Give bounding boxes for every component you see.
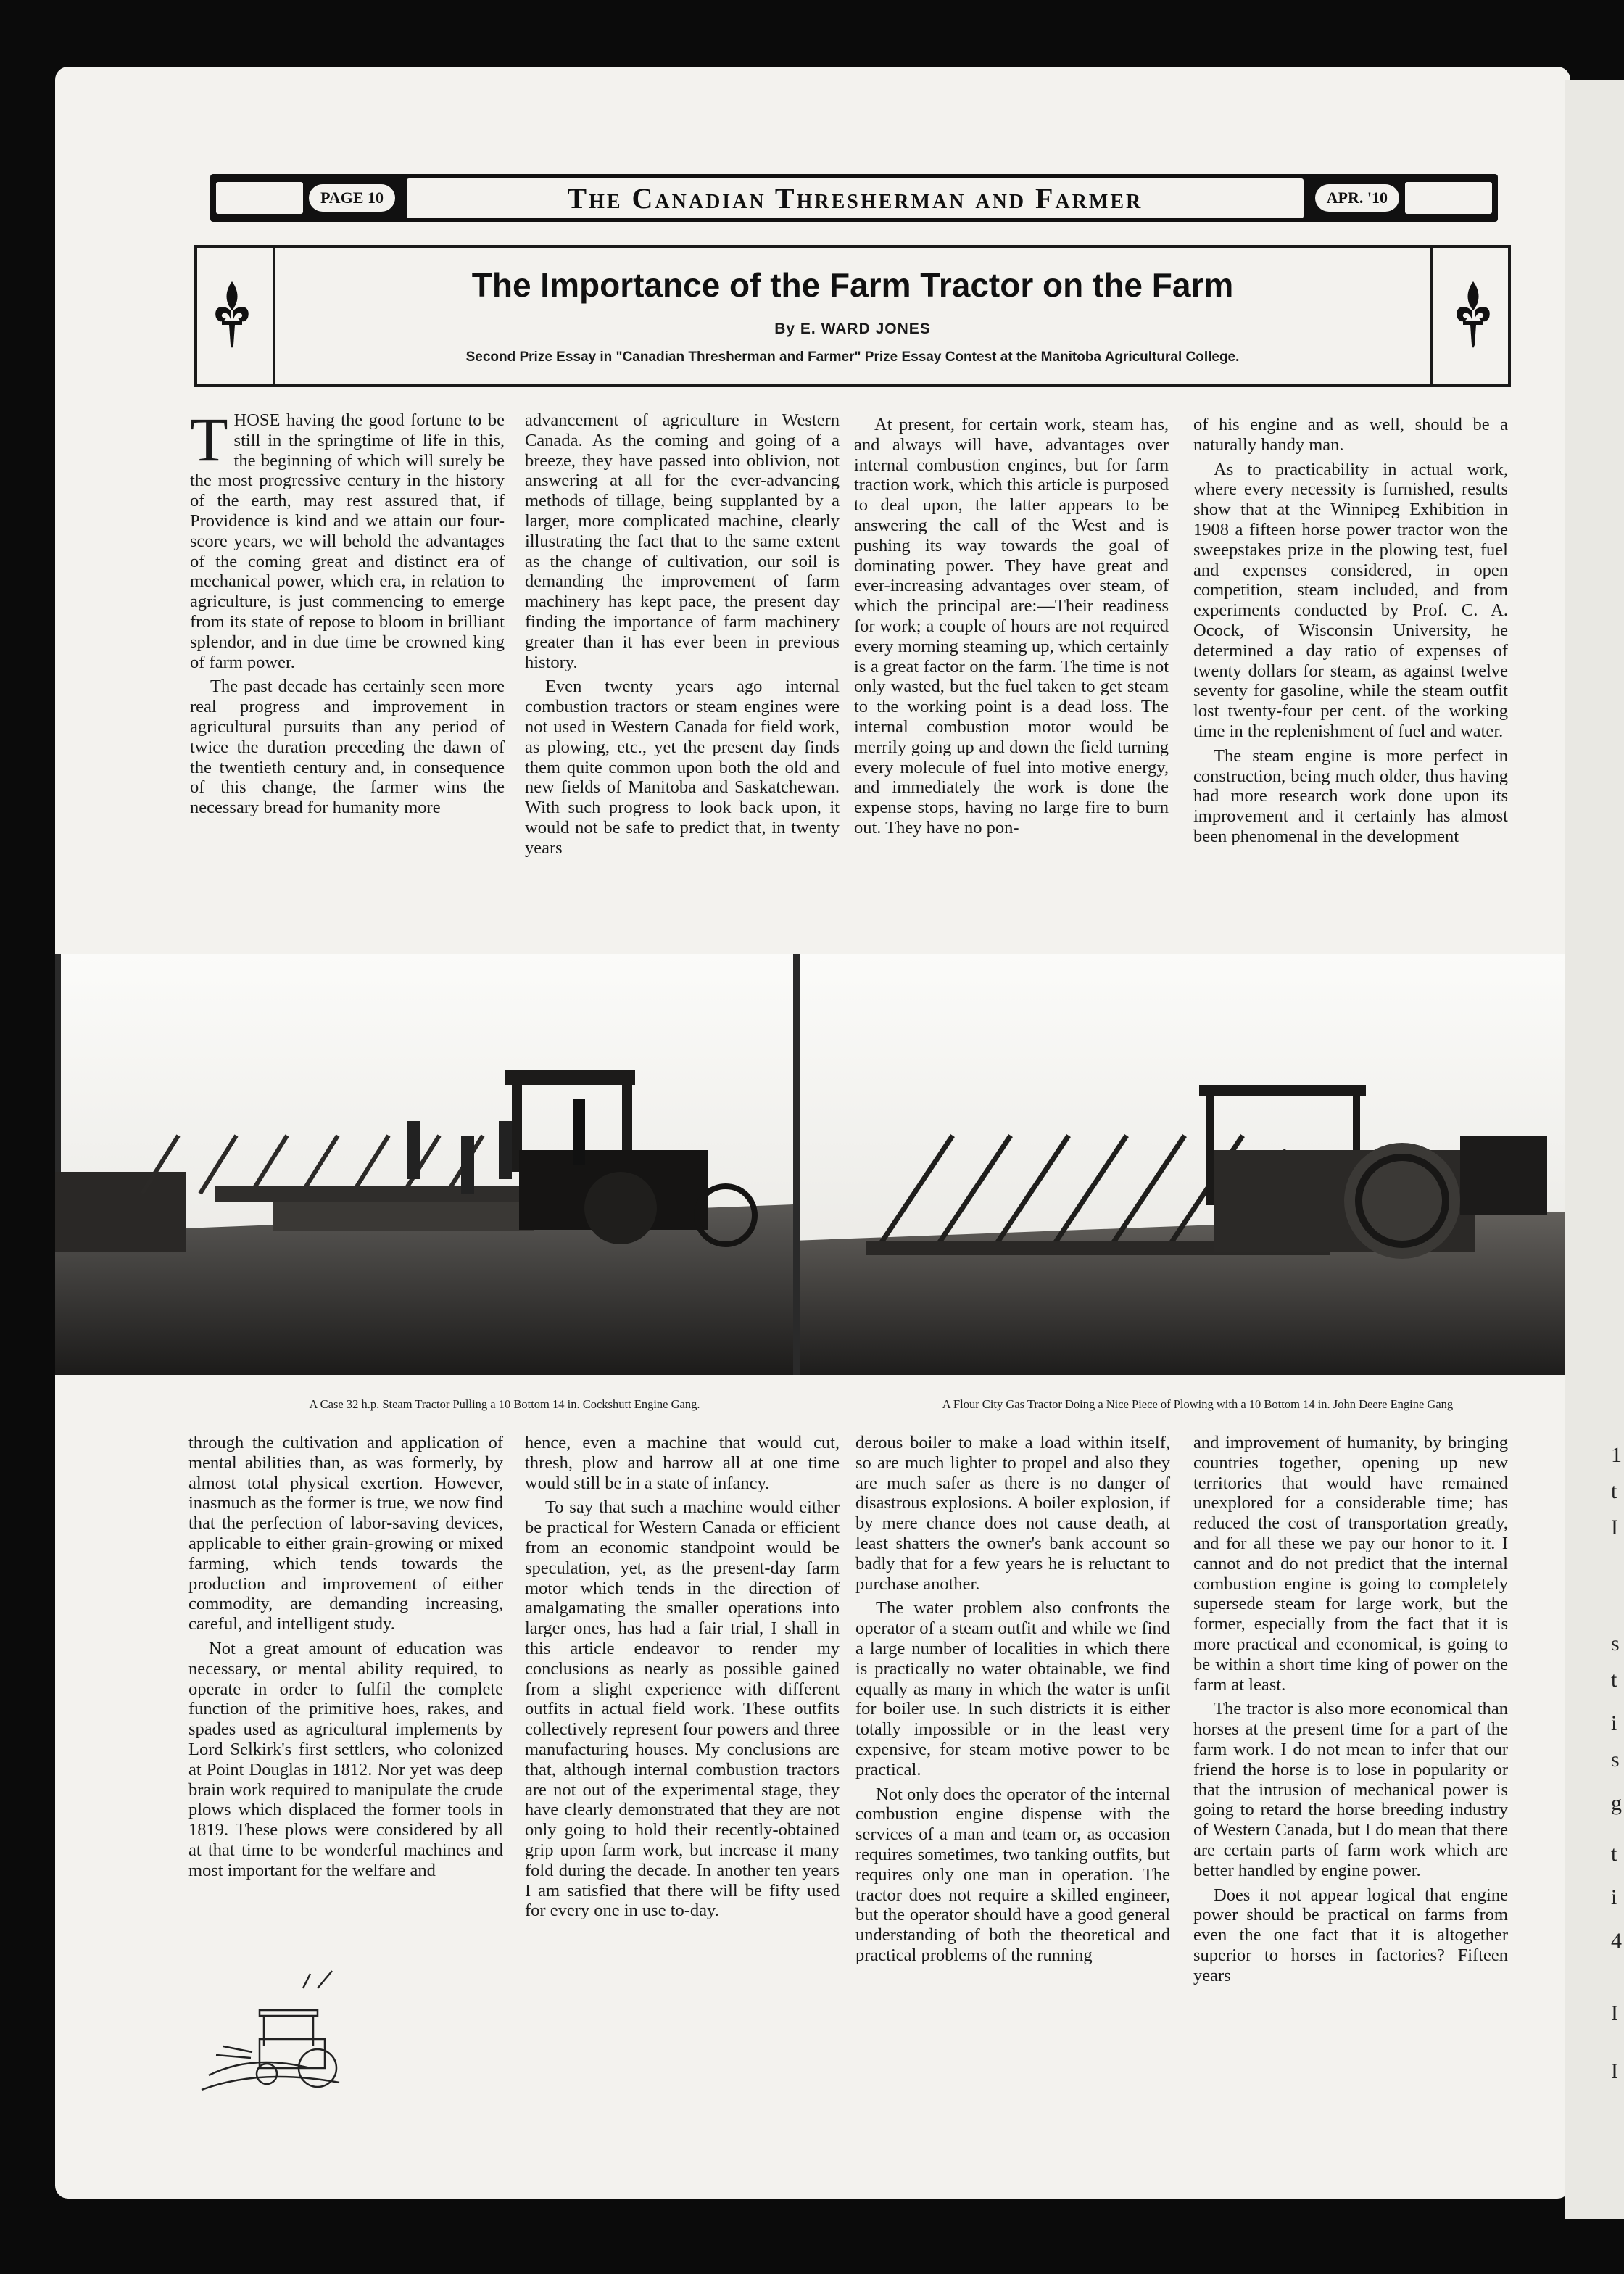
edge-letter: 1 — [1611, 1443, 1622, 1467]
edge-letter: g — [1611, 1791, 1622, 1815]
photo-caption-left: A Case 32 h.p. Steam Tractor Pulling a 10 Bottom 14 in. Cockshutt Engine Gang. — [309, 1397, 700, 1411]
article-byline: By E. WARD JONES — [774, 321, 931, 337]
top-column-4 — [1193, 415, 1508, 851]
edge-letter: I — [1611, 1516, 1618, 1539]
edge-letter: t — [1611, 1668, 1617, 1692]
edge-letter: i — [1611, 1711, 1617, 1735]
paragraph: The steam engine is more perfect in construction, being much older, thus having had more research work done upon its improvement and it certainly has almost been phenomenal in the development — [1193, 745, 1508, 846]
edge-letter: I — [1611, 2001, 1618, 2025]
paragraph: The water problem also confronts the operator of a steam outfit and while we find a large number of localities in which there is practically no water obtainable, we find equally as many in which the water is unfit for boiler use. In such districts it is either totally impossible or in the least very expensive, for steam motive power to be practical. — [856, 1598, 1170, 1779]
page-number: PAGE 10 — [309, 184, 395, 212]
bottom-column-1 — [188, 1433, 503, 1885]
paragraph: of his engine and as well, should be a naturally handy man. — [1193, 415, 1508, 455]
masthead-ornament-right — [1405, 182, 1492, 214]
bottom-column-2 — [525, 1433, 840, 1925]
edge-letter: I — [1611, 2059, 1618, 2083]
edge-letter: s — [1611, 1748, 1620, 1771]
paragraph: As to practicability in actual work, where every necessity is furnished, results show that at the Winnipeg Exhibition in 1908 a fifteen horse power tractor won the sweepstakes prize in the plowing test, fuel and expenses considered, in open competition, steam included, and from experiments conducted by Prof. C. A. Ocock, of Wisconsin University, he determined a day ratio of expenses of twenty dollars for steam, as against twelve seventy for gasoline, while the steam outfit lost twenty-four per cent. of the working time in the replenishment of fuel and water. — [1193, 459, 1508, 741]
paragraph: To say that such a machine would either be practical for Western Canada or efficient from an economic standpoint would be speculation, yet, as the present-day farm motor which tends in the direction of amalgamating the smaller operations into larger ones, has had a fair trial, I shall in this article endeavor to render my conclusions as nearly as possible gained from a slight experience with different outfits in actual field work. These outfits collectively represent four powers and three manufacturing houses. My conclusions are that, although internal combustion tractors are not out of the experimental stage, they have clearly demonstrated that they are not only going to hold their recently-obtained grip upon farm work, but increase it many fold during the decade. In another ten years I am satisfied that there will be fifty used for every one in use to-day. — [525, 1497, 840, 1921]
top-column-3 — [854, 415, 1169, 843]
article-subtitle: Second Prize Essay in "Canadian Thresherman and Farmer" Prize Essay Contest at the Manitoba Agricultural College. — [465, 350, 1240, 365]
tractor-sketch-illustration — [194, 1967, 390, 2103]
article-title: The Importance of the Farm Tractor on the Farm — [471, 266, 1234, 304]
masthead-ornament-left — [216, 182, 303, 214]
paragraph: The past decade has certainly seen more real progress and improvement in agricultural pursuits than any period of twice the duration preceding the dawn of the twentieth century and, in consequence of this change, the farmer wins the necessary bread for humanity more — [190, 677, 505, 818]
paragraph: and improvement of humanity, by bringing countries together, opening up new territories that would have remained unexplored for a considerable time; has reduced the cost of transportation greatly, and for all these we pay our honor to it. I cannot and do not predict that the internal combustion engine is going to completely supersede steam for large work, but the former, especially from the fact that it is more practical and economical, is going to be within a short time king of power on the farm at least. — [1193, 1433, 1508, 1695]
edge-letter: 4 — [1611, 1929, 1622, 1953]
paragraph: Not only does the operator of the internal combustion engine dispense with the services of a man and team or, as occasion requires sometimes, two tanking outfits, but requires only one man in operation. The tractor does not require a skilled engineer, but the operator should have a good general understanding of both the theoretical and practical problems of the running — [856, 1784, 1170, 1965]
paragraph: hence, even a machine that would cut, thresh, plow and harrow all at one time would still be in a state of infancy. — [525, 1433, 840, 1493]
publication-title: The Canadian Thresherman and Farmer — [407, 178, 1304, 218]
article-title-box — [194, 245, 1511, 387]
edge-letter: t — [1611, 1479, 1617, 1503]
edge-letter: t — [1611, 1842, 1617, 1866]
top-column-1 — [190, 405, 505, 822]
paragraph: The tractor is also more economical than horses at the present time for a part of the farm work. I do not mean to infer that our friend the horse is to lose in popularity or that the intrusion of mechanical power is going to retard the horse breeding industry of Western Canada, but I do mean that there are certain parts of farm work which are better handled by engine power. — [1193, 1699, 1508, 1880]
edge-letter: s — [1611, 1632, 1620, 1655]
edge-letter: i — [1611, 1885, 1617, 1909]
paragraph: Even twenty years ago internal combustion tractors or steam engines were not used in Western Canada for field work, as plowing, etc., yet the present day finds them quite common upon both the old and new fields of Manitoba and Saskatchewan. With such progress to look back upon, it would not be safe to predict that, in twenty years — [525, 677, 840, 858]
bottom-column-3 — [856, 1433, 1170, 1970]
gas-tractor-photo — [793, 954, 1565, 1375]
paragraph: HOSE having the good fortune to be still in the springtime of life in this, the beginning of which will surely be the most progressive century in the history of the earth, may rest assured that, if Providence is kind and we attain our four-score years, we will behold the advantages of the coming great and distinct era of mechanical power, which era, in relation to agriculture, is just commencing to emerge from its state of repose to bloom in brilliant splendor, and in due time be crowned king of farm power. — [190, 410, 505, 672]
top-column-2 — [525, 410, 840, 863]
bottom-column-4 — [1193, 1433, 1508, 1990]
issue-date: APR. '10 — [1315, 184, 1399, 212]
steam-tractor-photo — [55, 954, 793, 1375]
paragraph: derous boiler to make a load within itself, so are much lighter to propel and also they are much safer as there is no danger of disastrous explosions. A boiler explosion, if by mere chance does not cause death, at least shatters the owner's bank account so badly that for a few years he is reluctant to purchase another. — [856, 1433, 1170, 1594]
drop-cap: T — [190, 405, 228, 474]
paragraph: At present, for certain work, steam has, and always will have, advantages over internal combustion engines, but for farm traction work, which this article is purposed to deal upon, the latter appears to be answering the call of the West and is pushing its way towards the goal of dominating power. They have great and ever-increasing advantages over steam, of which the principal are:—Their readiness for work; a couple of hours are not required every morning steaming up, which certainly is a great factor on the farm. The time is not only wasted, but the fuel taken to get steam to the working point is a dead loss. The internal combustion motor would be merrily going up and down the field turning every molecule of fuel into motive energy, and immediately the work is done the expense stops, having no large fire to burn out. They have no pon- — [854, 415, 1169, 838]
paragraph: Does it not appear logical that engine power should be practical on farms from even the one fact that it is altogether superior to horses in factories? Fifteen years — [1193, 1885, 1508, 1985]
paragraph: Not a great amount of education was necessary, or mental ability required, to operate in order to fulfil the complete function of the primitive hoes, rakes, and spades used as agricultural implements by Lord Selkirk's first settlers, who colonized at Point Douglas in 1812. Nor yet was deep brain work required to manipulate the crude plows which displaced the former tools in 1819. These plows were considered by all at that time to be wonderful machines and most important for the welfare and — [188, 1638, 503, 1880]
paragraph: through the cultivation and application of mental abilities than, as was formerly, by almost total physical exertion. However, inasmuch as the former is true, we now find that the perfection of labor-saving devices, applicable to either grain-growing or mixed farming, which tends towards the production and improvement of either commodity, are demanding increasing, careful, and intelligent study. — [188, 1433, 503, 1634]
paragraph: advancement of agriculture in Western Canada. As the coming and going of a breeze, they have passed into oblivion, not answering at all for the ever-advancing methods of tillage, being supplanted by a larger, more complicated machine, clearly illustrating the fact that to the same extent as the change of cultivation, our soil is demanding the improvement of farm machinery has kept pace, the present day finding the importance of farm machinery greater than it has ever been in previous history. — [525, 410, 840, 672]
masthead — [210, 174, 1498, 222]
photo-caption-right: A Flour City Gas Tractor Doing a Nice Piece of Plowing with a 10 Bottom 14 in. John Deere Engine Gang — [942, 1397, 1454, 1411]
